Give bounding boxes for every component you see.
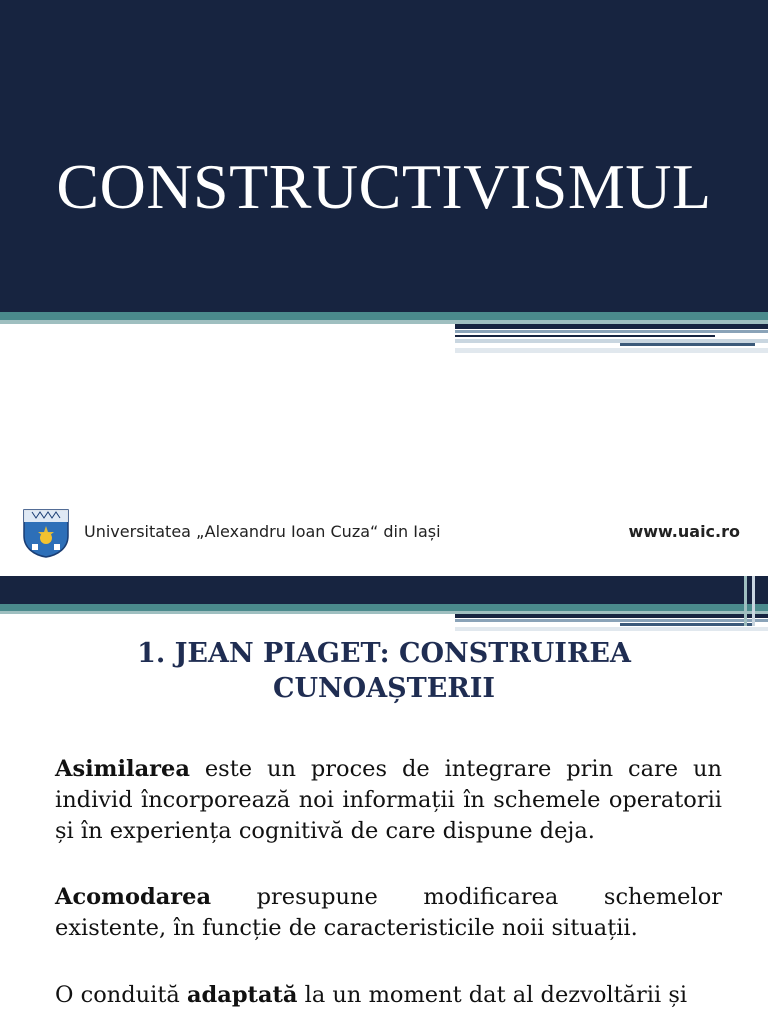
paragraph-acomodarea (55, 882, 722, 944)
paragraph-acomodarea-text: presupune modificarea schemelor existente, în funcție de caracteristicile noii situații. (55, 884, 722, 941)
content-band (0, 576, 768, 604)
section-heading (40, 636, 728, 706)
university-website[interactable]: www.uaic.ro (628, 522, 740, 541)
section-heading-line-1: 1. JEAN PIAGET: CONSTRUIREA (137, 638, 631, 669)
term-asimilarea: Asimilarea (55, 756, 190, 782)
university-crest-icon (22, 508, 70, 558)
content-slide (0, 576, 768, 1024)
section-heading-line-2: CUNOAȘTERII (272, 673, 496, 704)
university-name: Universitatea „Alexandru Ioan Cuza“ din Iași (84, 522, 441, 541)
paragraph-conduita-text: la un moment dat al dezvoltării și (297, 982, 688, 1008)
paragraph-conduita (55, 980, 722, 1011)
paragraph-asimilarea-text: este un proces de integrare prin care un individ încorporează noi informații în schemele operatorii și în experiența cognitivă de care dispune deja. (55, 756, 722, 844)
paragraph-conduita-lead: O conduită (55, 982, 187, 1008)
term-adaptata: adaptată (186, 982, 298, 1008)
term-acomodarea: Acomodarea (55, 884, 212, 910)
paragraph-asimilarea (55, 754, 722, 847)
slide-title: CONSTRUCTIVISMUL (56, 151, 712, 222)
university-footer (0, 500, 768, 560)
